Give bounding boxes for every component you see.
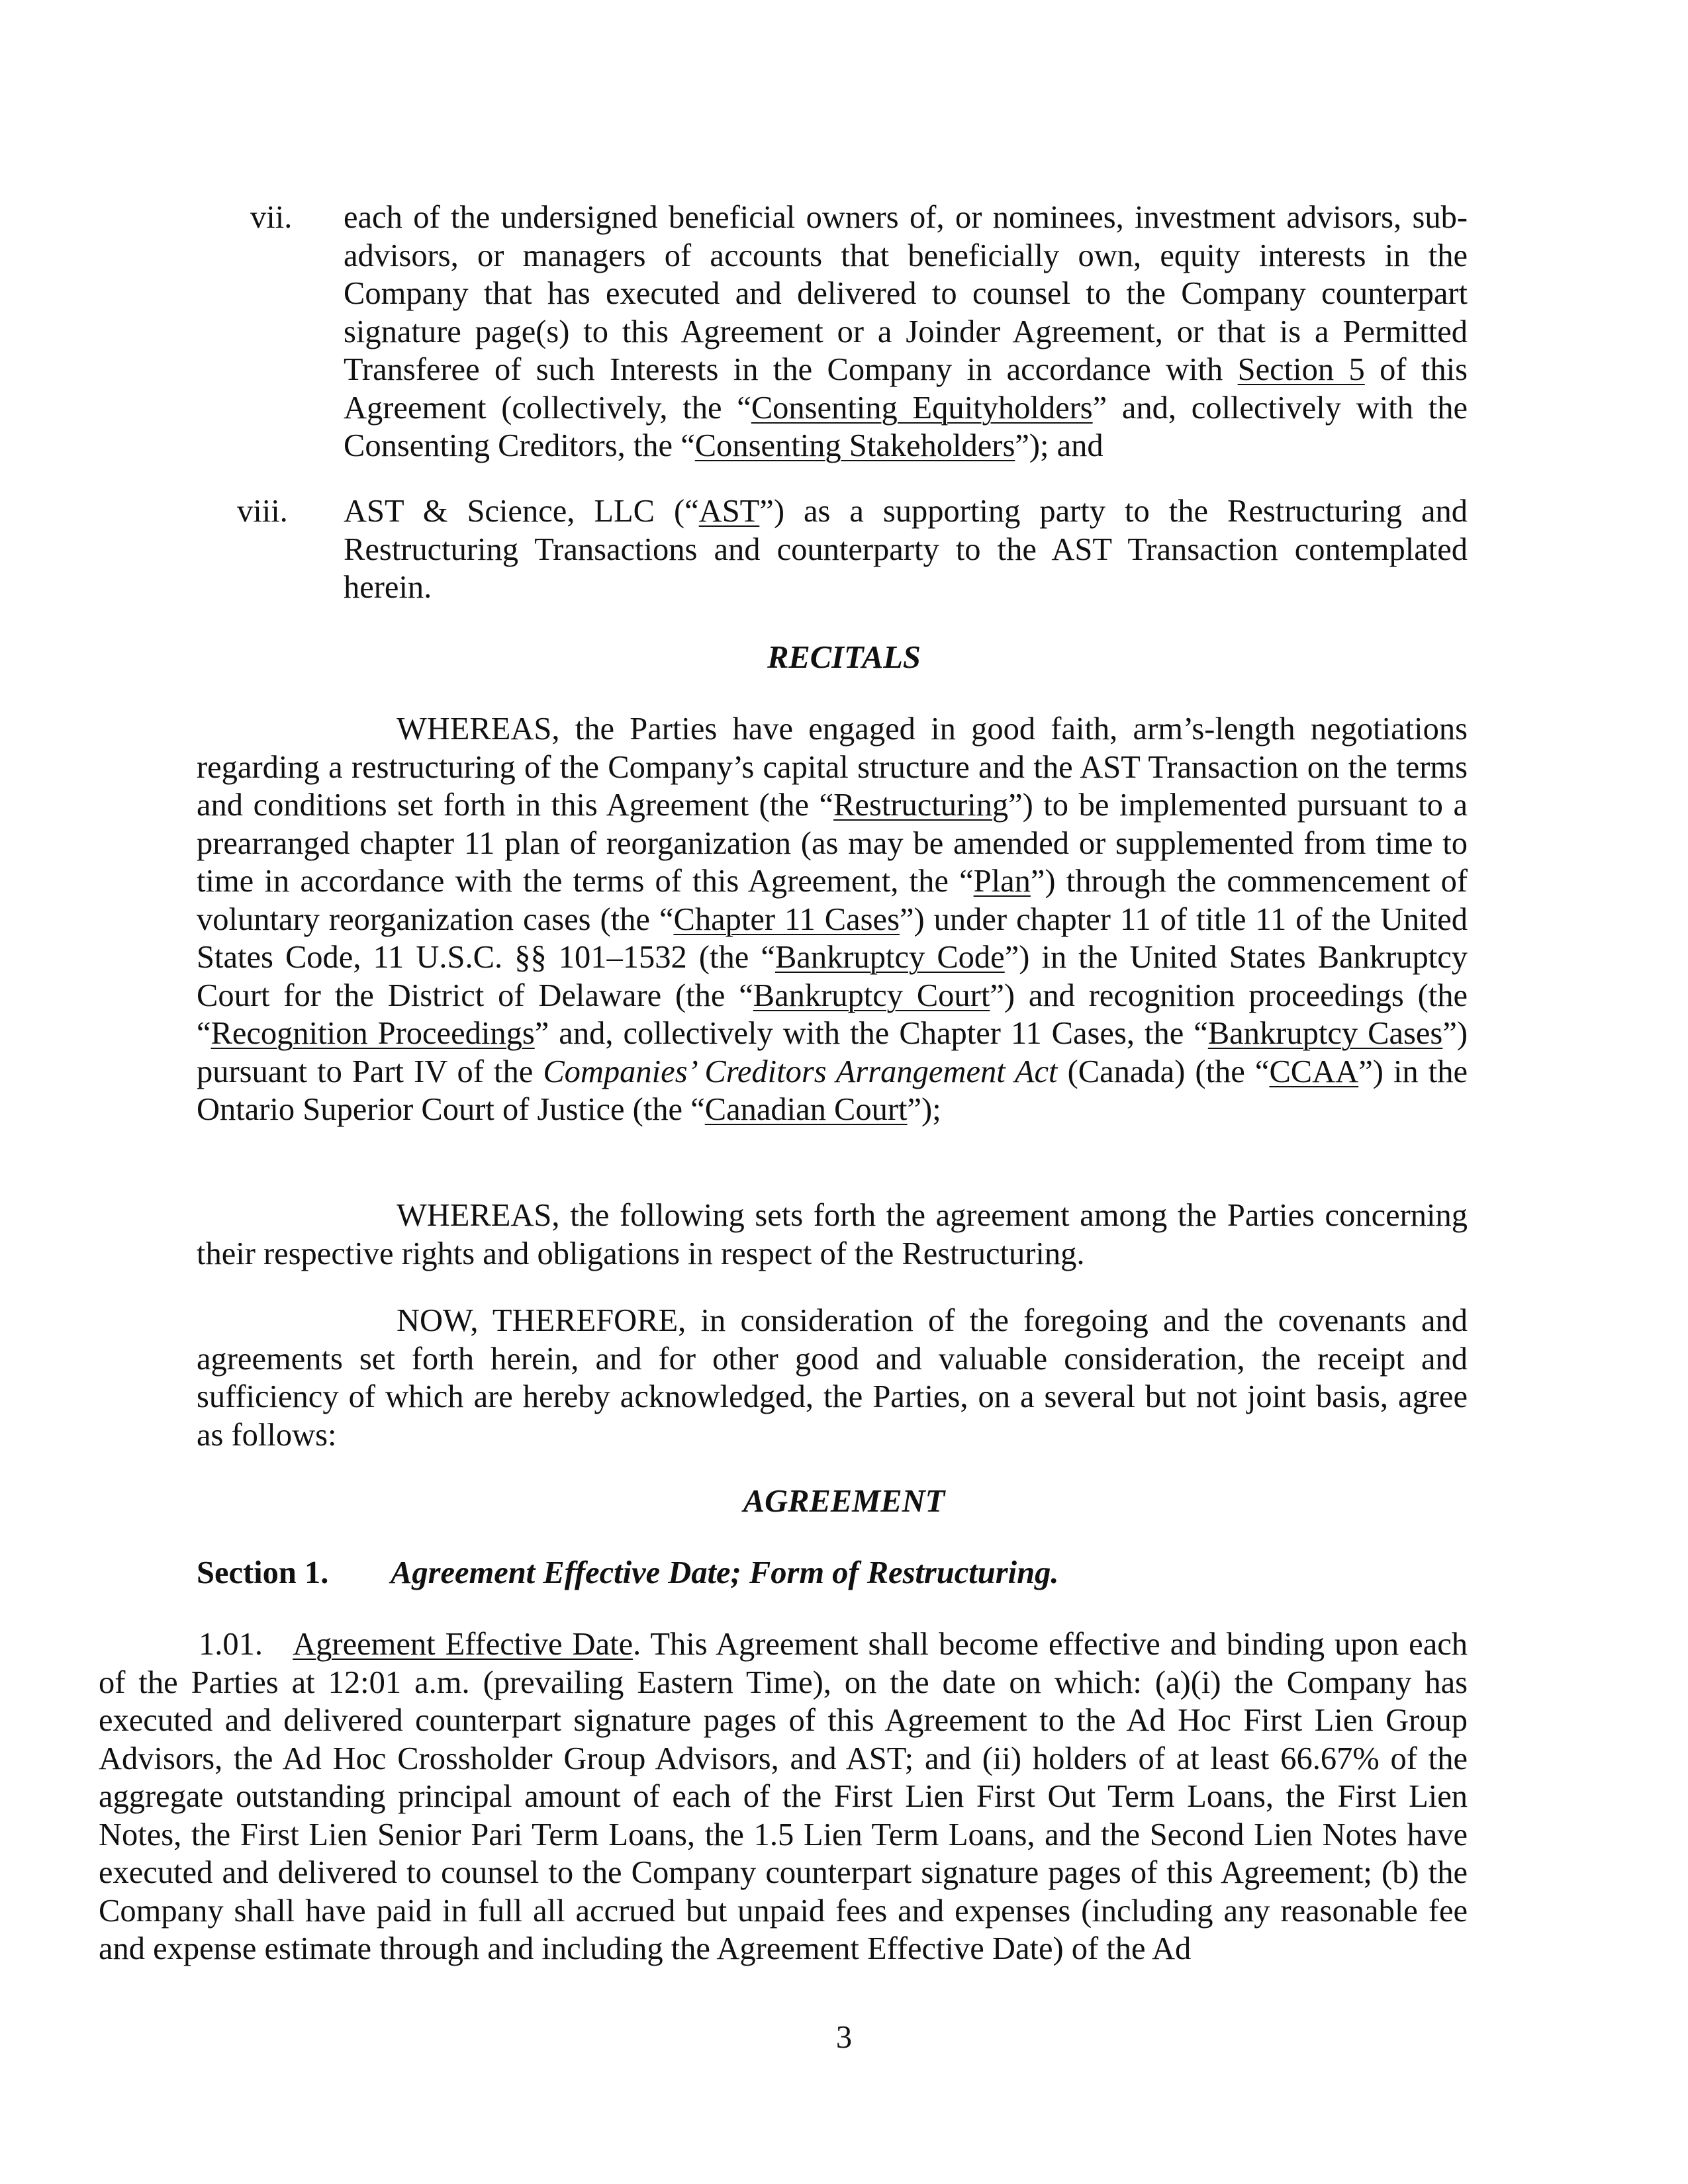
- agreement-heading: AGREEMENT: [743, 1484, 945, 1519]
- defined-term: Canadian Court: [704, 1092, 908, 1127]
- whereas-paragraph-2: WHEREAS, the following sets forth the agreement among the Parties concerning their respective rights and obligations in respect of the Restructuring.: [197, 1198, 1468, 1271]
- defined-term: Plan: [973, 864, 1031, 899]
- recitals-heading: RECITALS: [767, 640, 921, 675]
- section-1-label: Section 1.: [197, 1555, 329, 1590]
- defined-term: Recognition Proceedings: [211, 1016, 535, 1051]
- page-number: 3: [835, 2020, 853, 2055]
- clause-1-01: 1.01. Agreement Effective Date. This Agreement shall become effective and binding upon each of the Parties at 12:01 a.m. (prevailing Eastern Time), on the date on which: (a)(i) the Company has executed and delivered counterpart signature pages of this Agreement to the Ad Hoc First Lien Group Advisors, the Ad Hoc Crossholder Group Advisors, and AST; and (ii) holders of at least 66.67% of the aggregate outstanding principal amount of each of the First Lien First Out Term Loans, the First Lien Notes, the First Lien Senior Pari Term Loans, the 1.5 Lien Term Loans, and the Second Lien Notes have executed and delivered to counsel to the Company counterpart signature pages of this Agreement; (b) the Company shall have paid in full all accrued but unpaid fees and expenses (including any reasonable fee and expense estimate through and including the Agreement Effective Date) of the Ad: [99, 1627, 1468, 1966]
- defined-term: Bankruptcy Code: [774, 940, 1005, 975]
- defined-term: Bankruptcy Cases: [1207, 1016, 1443, 1051]
- section-5-link: Section 5: [1237, 352, 1365, 387]
- defined-term: Consenting Stakeholders: [694, 428, 1015, 463]
- defined-term: AST: [698, 494, 760, 529]
- clause-title: Agreement Effective Date: [293, 1627, 633, 1662]
- list-item-vii: each of the undersigned beneficial owners of, or nominees, investment advisors, sub-advisors, or managers of accounts that beneficially own, equity interests in the Company that has executed and delivered to counsel to the Company counterpart signature page(s) to this Agreement or a Joinder Agreement, or that is a Permitted Transferee of such Interests in the Company in accordance with Section 5 of this Agreement (collectively, the “Consenting Equityholders” and, collectively with the Consenting Creditors, the “Consenting Stakeholders”); and: [344, 200, 1468, 463]
- defined-term: Bankruptcy Court: [753, 978, 990, 1013]
- defined-term: CCAA: [1269, 1054, 1359, 1089]
- list-item-number: vii.: [250, 200, 293, 235]
- list-item-viii: AST & Science, LLC (“AST”) as a supporting party to the Restructuring and Restructuring Transactions and counterparty to the AST Transaction contemplated herein.: [344, 494, 1468, 605]
- defined-term: Chapter 11 Cases: [673, 901, 900, 937]
- section-1-title: Agreement Effective Date; Form of Restructuring.: [391, 1555, 1059, 1590]
- whereas-paragraph-1: WHEREAS, the Parties have engaged in good faith, arm’s-length negotiations regarding a restructuring of the Company’s capital structure and the AST Transaction on the terms and conditions set forth in this Agreement (the “Restructuring”) to be implemented pursuant to a prearranged chapter 11 plan of reorganization (as may be amended or supplemented from time to time in accordance with the terms of this Agreement, the “Plan”) through the commencement of voluntary reorganization cases (the “Chapter 11 Cases”) under chapter 11 of title 11 of the United States Code, 11 U.S.C. §§ 101–1532 (the “Bankruptcy Code”) in the United States Bankruptcy Court for the District of Delaware (the “Bankruptcy Court”) and recognition proceedings (the “Recognition Proceedings” and, collectively with the Chapter 11 Cases, the “Bankruptcy Cases”) pursuant to Part IV of the Companies’ Creditors Arrangement Act (Canada) (the “CCAA”) in the Ontario Superior Court of Justice (the “Canadian Court”);: [197, 711, 1468, 1127]
- italic-act-name: Companies’ Creditors Arrangement Act: [543, 1054, 1058, 1089]
- list-item-number: viii.: [237, 494, 288, 529]
- now-therefore-paragraph: NOW, THEREFORE, in consideration of the foregoing and the covenants and agreements set forth herein, and for other good and valuable consideration, the receipt and sufficiency of which are hereby acknowledged, the Parties, on a several but not joint basis, agree as follows:: [197, 1303, 1468, 1453]
- defined-term: Restructuring: [833, 788, 1009, 823]
- defined-term: Consenting Equityholders: [751, 390, 1093, 426]
